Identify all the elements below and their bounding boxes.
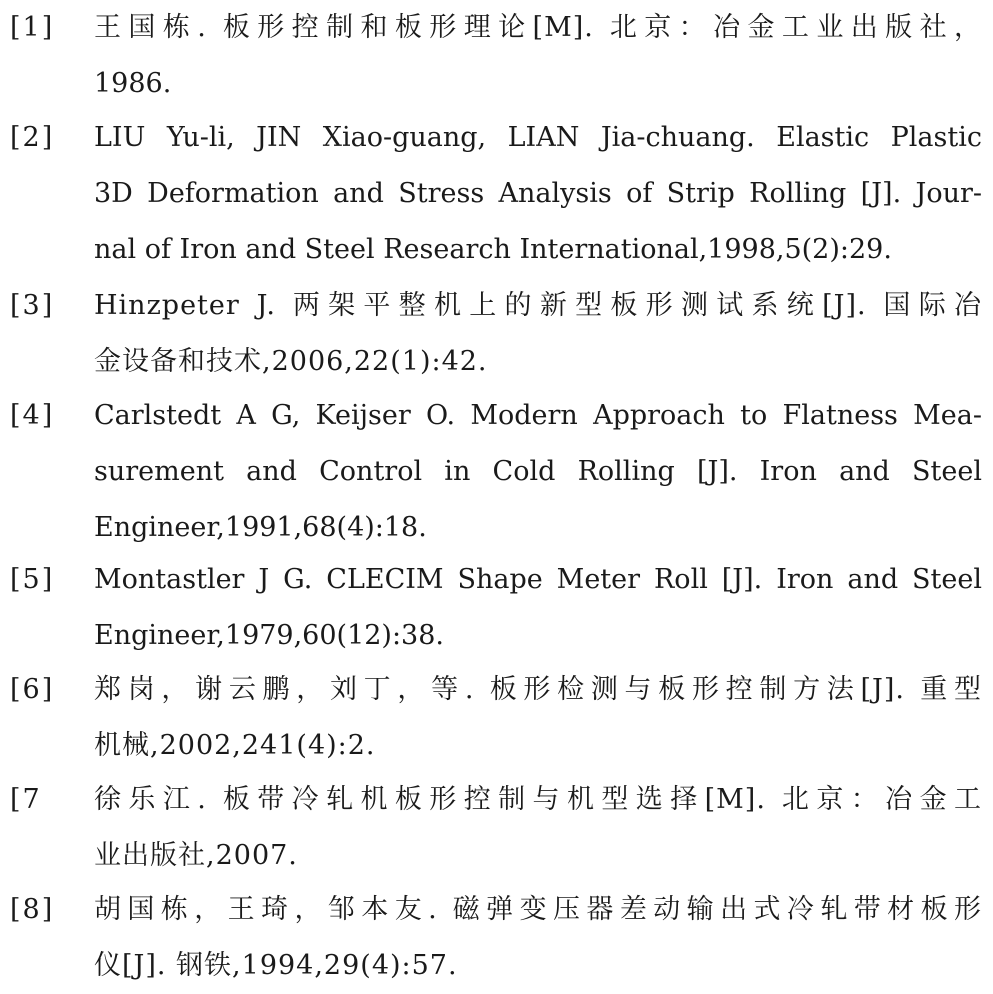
reference-number: [8] <box>10 894 55 925</box>
reference-line: nal of Iron and Steel Research International,1998,5(2):29. <box>94 234 892 265</box>
reference-number: [4] <box>10 400 55 431</box>
reference-line: LIU Yu-li, JIN Xiao-guang, LIAN Jia-chuang. Elastic Plastic <box>94 122 982 153</box>
reference-text <box>94 772 982 884</box>
reference-number: [6] <box>10 674 55 705</box>
reference-text <box>94 388 982 556</box>
reference-line: Carlstedt A G, Keijser O. Modern Approach to Flatness Mea- <box>94 400 982 431</box>
reference-line: 王国栋. 板形控制和板形理论[M]. 北京：冶金工业出版社， <box>94 12 982 43</box>
reference-number: [7 <box>10 784 42 815</box>
reference-text <box>94 0 982 112</box>
reference-line: 业出版社,2007. <box>94 840 298 871</box>
reference-line: Hinzpeter J. 两架平整机上的新型板形测试系统[J]. 国际冶 <box>94 290 982 321</box>
reference-line: 郑岗，谢云鹏，刘丁，等. 板形检测与板形控制方法[J]. 重型 <box>94 674 982 705</box>
reference-text <box>94 278 982 390</box>
reference-text <box>94 552 982 664</box>
reference-line: 3D Deformation and Stress Analysis of Strip Rolling [J]. Jour- <box>94 178 982 209</box>
reference-number: [2] <box>10 122 55 153</box>
reference-number: [5] <box>10 564 55 595</box>
reference-line: 徐乐江. 板带冷轧机板形控制与机型选择[M]. 北京：冶金工 <box>94 784 982 815</box>
reference-line: 1986. <box>94 68 172 99</box>
reference-line: Engineer,1991,68(4):18. <box>94 512 427 543</box>
reference-text <box>94 882 982 994</box>
reference-line: 胡国栋，王琦，邹本友. 磁弹变压器差动输出式冷轧带材板形 <box>94 894 982 925</box>
reference-text <box>94 110 982 278</box>
reference-line: surement and Control in Cold Rolling [J]. Iron and Steel <box>94 456 982 487</box>
reference-line: 机械,2002,241(4):2. <box>94 730 376 761</box>
reference-line: 仪[J]. 钢铁,1994,29(4):57. <box>94 950 458 981</box>
reference-line: 金设备和技术,2006,22(1):42. <box>94 346 488 377</box>
reference-number: [3] <box>10 290 55 321</box>
reference-text <box>94 662 982 774</box>
reference-line: Engineer,1979,60(12):38. <box>94 620 444 651</box>
reference-number: [1] <box>10 12 55 43</box>
reference-line: Montastler J G. CLECIM Shape Meter Roll [J]. Iron and Steel <box>94 564 982 595</box>
